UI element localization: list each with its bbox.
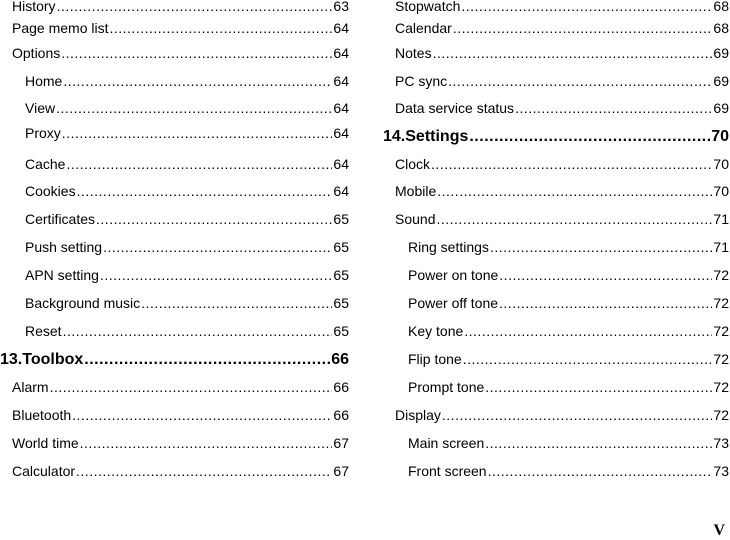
toc-entry-page: 72 [713, 379, 729, 395]
toc-entry [0, 293, 349, 314]
toc-entry-page: 65 [333, 267, 349, 283]
dot-leader [436, 209, 712, 230]
toc-entry-page: 63 [333, 0, 349, 14]
dot-leader [56, 98, 332, 119]
toc-entry-page: 65 [333, 211, 349, 227]
toc-entry-page: 67 [333, 463, 349, 479]
toc-entry-label: Certificates [25, 211, 96, 227]
toc-entry-page: 64 [333, 45, 349, 61]
dot-leader [499, 293, 712, 314]
dot-leader [490, 237, 712, 258]
toc-entry-label: 13.Toolbox [0, 351, 84, 368]
dot-leader [63, 321, 333, 342]
toc-entry [0, 18, 349, 39]
toc-entry-label: History [12, 0, 56, 14]
toc-entry-label: Options [12, 45, 61, 61]
toc-entry-page: 72 [713, 267, 729, 283]
dot-leader [488, 461, 713, 482]
toc-entry-page: 70 [711, 128, 729, 145]
toc-entry-label: Key tone [408, 323, 464, 339]
dot-leader [100, 265, 332, 286]
dot-leader [499, 265, 712, 286]
toc-entry-page: 72 [713, 351, 729, 367]
toc-entry [383, 293, 729, 314]
toc-entry-page: 66 [333, 379, 349, 395]
dot-leader [463, 349, 713, 370]
toc-entry [383, 0, 729, 17]
toc-entry-label: Mobile [395, 183, 437, 199]
toc-entry-page: 69 [713, 45, 729, 61]
toc-entry [0, 0, 349, 17]
toc-entry-page: 70 [713, 156, 729, 172]
dot-leader [72, 405, 332, 426]
toc-entry [383, 461, 729, 482]
toc-entry-page: 68 [713, 0, 729, 14]
toc-entry [0, 71, 349, 92]
toc-entry [383, 18, 729, 39]
dot-leader [433, 43, 713, 64]
toc-entry-label: Prompt tone [408, 379, 485, 395]
page-number: V [713, 522, 725, 539]
toc-entry-page: 69 [713, 100, 729, 116]
toc-entry-label: Notes [395, 45, 432, 61]
toc-entry-page: 64 [333, 125, 349, 141]
toc-entry-page: 72 [713, 323, 729, 339]
toc-entry [0, 377, 349, 398]
toc-entry [0, 461, 349, 482]
toc-entry-page: 64 [333, 100, 349, 116]
toc-entry-label: PC sync [395, 73, 448, 89]
toc-entry-page: 69 [713, 73, 729, 89]
toc-entry [0, 209, 349, 230]
toc-entry-label: World time [12, 435, 79, 451]
dot-leader [464, 321, 712, 342]
toc-entry-page: 71 [713, 211, 729, 227]
dot-leader [76, 461, 332, 482]
toc-entry-label: Reset [25, 323, 62, 339]
toc-entry-page: 67 [333, 435, 349, 451]
toc-entry [0, 237, 349, 258]
toc-entry-page: 70 [713, 183, 729, 199]
toc-entry-label: Main screen [408, 435, 485, 451]
toc-entry [0, 265, 349, 286]
toc-section-heading [383, 126, 729, 147]
toc-entry-label: APN setting [25, 267, 99, 283]
toc-entry-page: 73 [713, 435, 729, 451]
dot-leader [103, 237, 332, 258]
toc-entry-label: View [25, 100, 56, 116]
dot-leader [442, 405, 713, 426]
dot-leader [84, 349, 330, 370]
toc-entry-page: 64 [333, 156, 349, 172]
toc-entry-page: 65 [333, 323, 349, 339]
toc-entry-label: Flip tone [408, 351, 462, 367]
toc-entry-label: Front screen [408, 463, 487, 479]
dot-leader [61, 43, 332, 64]
toc-entry-page: 68 [713, 20, 729, 36]
toc-entry [383, 349, 729, 370]
toc-entry-label: Cookies [25, 183, 76, 199]
toc-entry [383, 209, 729, 230]
toc-entry-page: 71 [713, 239, 729, 255]
dot-leader [461, 0, 712, 17]
dot-leader [453, 18, 713, 39]
dot-leader [515, 98, 712, 119]
toc-entry-label: Ring settings [408, 239, 489, 255]
toc-entry [0, 123, 349, 144]
toc-entry-label: Cache [25, 156, 66, 172]
toc-section-heading [0, 349, 349, 370]
toc-entry-label: Power off tone [408, 295, 499, 311]
dot-leader [431, 154, 712, 175]
toc-entry-label: Page memo list [12, 20, 109, 36]
toc-entry-label: Data service status [395, 100, 515, 116]
dot-leader [109, 18, 332, 39]
toc-entry-label: Power on tone [408, 267, 499, 283]
toc-entry-label: Clock [395, 156, 431, 172]
toc-entry-label: Calculator [12, 463, 76, 479]
toc-entry-label: Display [395, 407, 441, 423]
toc-entry-page: 72 [713, 295, 729, 311]
dot-leader [485, 377, 712, 398]
toc-entry-page: 64 [333, 20, 349, 36]
dot-leader [57, 0, 333, 17]
toc-entry-page: 72 [713, 407, 729, 423]
dot-leader [80, 433, 333, 454]
toc-entry [0, 405, 349, 426]
toc-entry-label: 14.Settings [383, 128, 469, 145]
toc-entry-label: Alarm [12, 379, 49, 395]
toc-entry [383, 43, 729, 64]
toc-entry [0, 154, 349, 175]
dot-leader [63, 71, 332, 92]
toc-entry-label: Proxy [25, 125, 61, 141]
dot-leader [77, 181, 333, 202]
toc-entry [0, 43, 349, 64]
toc-entry [0, 321, 349, 342]
toc-entry [383, 405, 729, 426]
toc-entry [0, 98, 349, 119]
toc-entry-label: Home [25, 73, 63, 89]
toc-entry-page: 64 [333, 73, 349, 89]
toc-entry-label: Background music [25, 295, 141, 311]
toc-entry [383, 98, 729, 119]
toc-entry-page: 64 [333, 183, 349, 199]
toc-entry-page: 65 [333, 239, 349, 255]
dot-leader [485, 433, 712, 454]
toc-entry-page: 66 [331, 351, 349, 368]
toc-entry-label: Push setting [25, 239, 103, 255]
toc-entry-label: Bluetooth [12, 407, 72, 423]
toc-entry [383, 265, 729, 286]
toc-entry [383, 321, 729, 342]
dot-leader [62, 123, 333, 144]
toc-entry [383, 181, 729, 202]
toc-entry [383, 237, 729, 258]
dot-leader [96, 209, 332, 230]
dot-leader [66, 154, 332, 175]
toc-entry [383, 433, 729, 454]
toc-entry-label: Sound [395, 211, 436, 227]
toc-entry [383, 71, 729, 92]
dot-leader [437, 181, 712, 202]
toc-entry [383, 377, 729, 398]
toc-entry-page: 65 [333, 295, 349, 311]
toc-entry [0, 433, 349, 454]
dot-leader [469, 126, 710, 147]
toc-entry [383, 154, 729, 175]
toc-entry-page: 73 [713, 463, 729, 479]
toc-entry-page: 66 [333, 407, 349, 423]
toc-entry-label: Stopwatch [395, 0, 461, 14]
dot-leader [50, 377, 333, 398]
dot-leader [141, 293, 332, 314]
toc-entry [0, 181, 349, 202]
dot-leader [448, 71, 712, 92]
toc-entry-label: Calendar [395, 20, 452, 36]
